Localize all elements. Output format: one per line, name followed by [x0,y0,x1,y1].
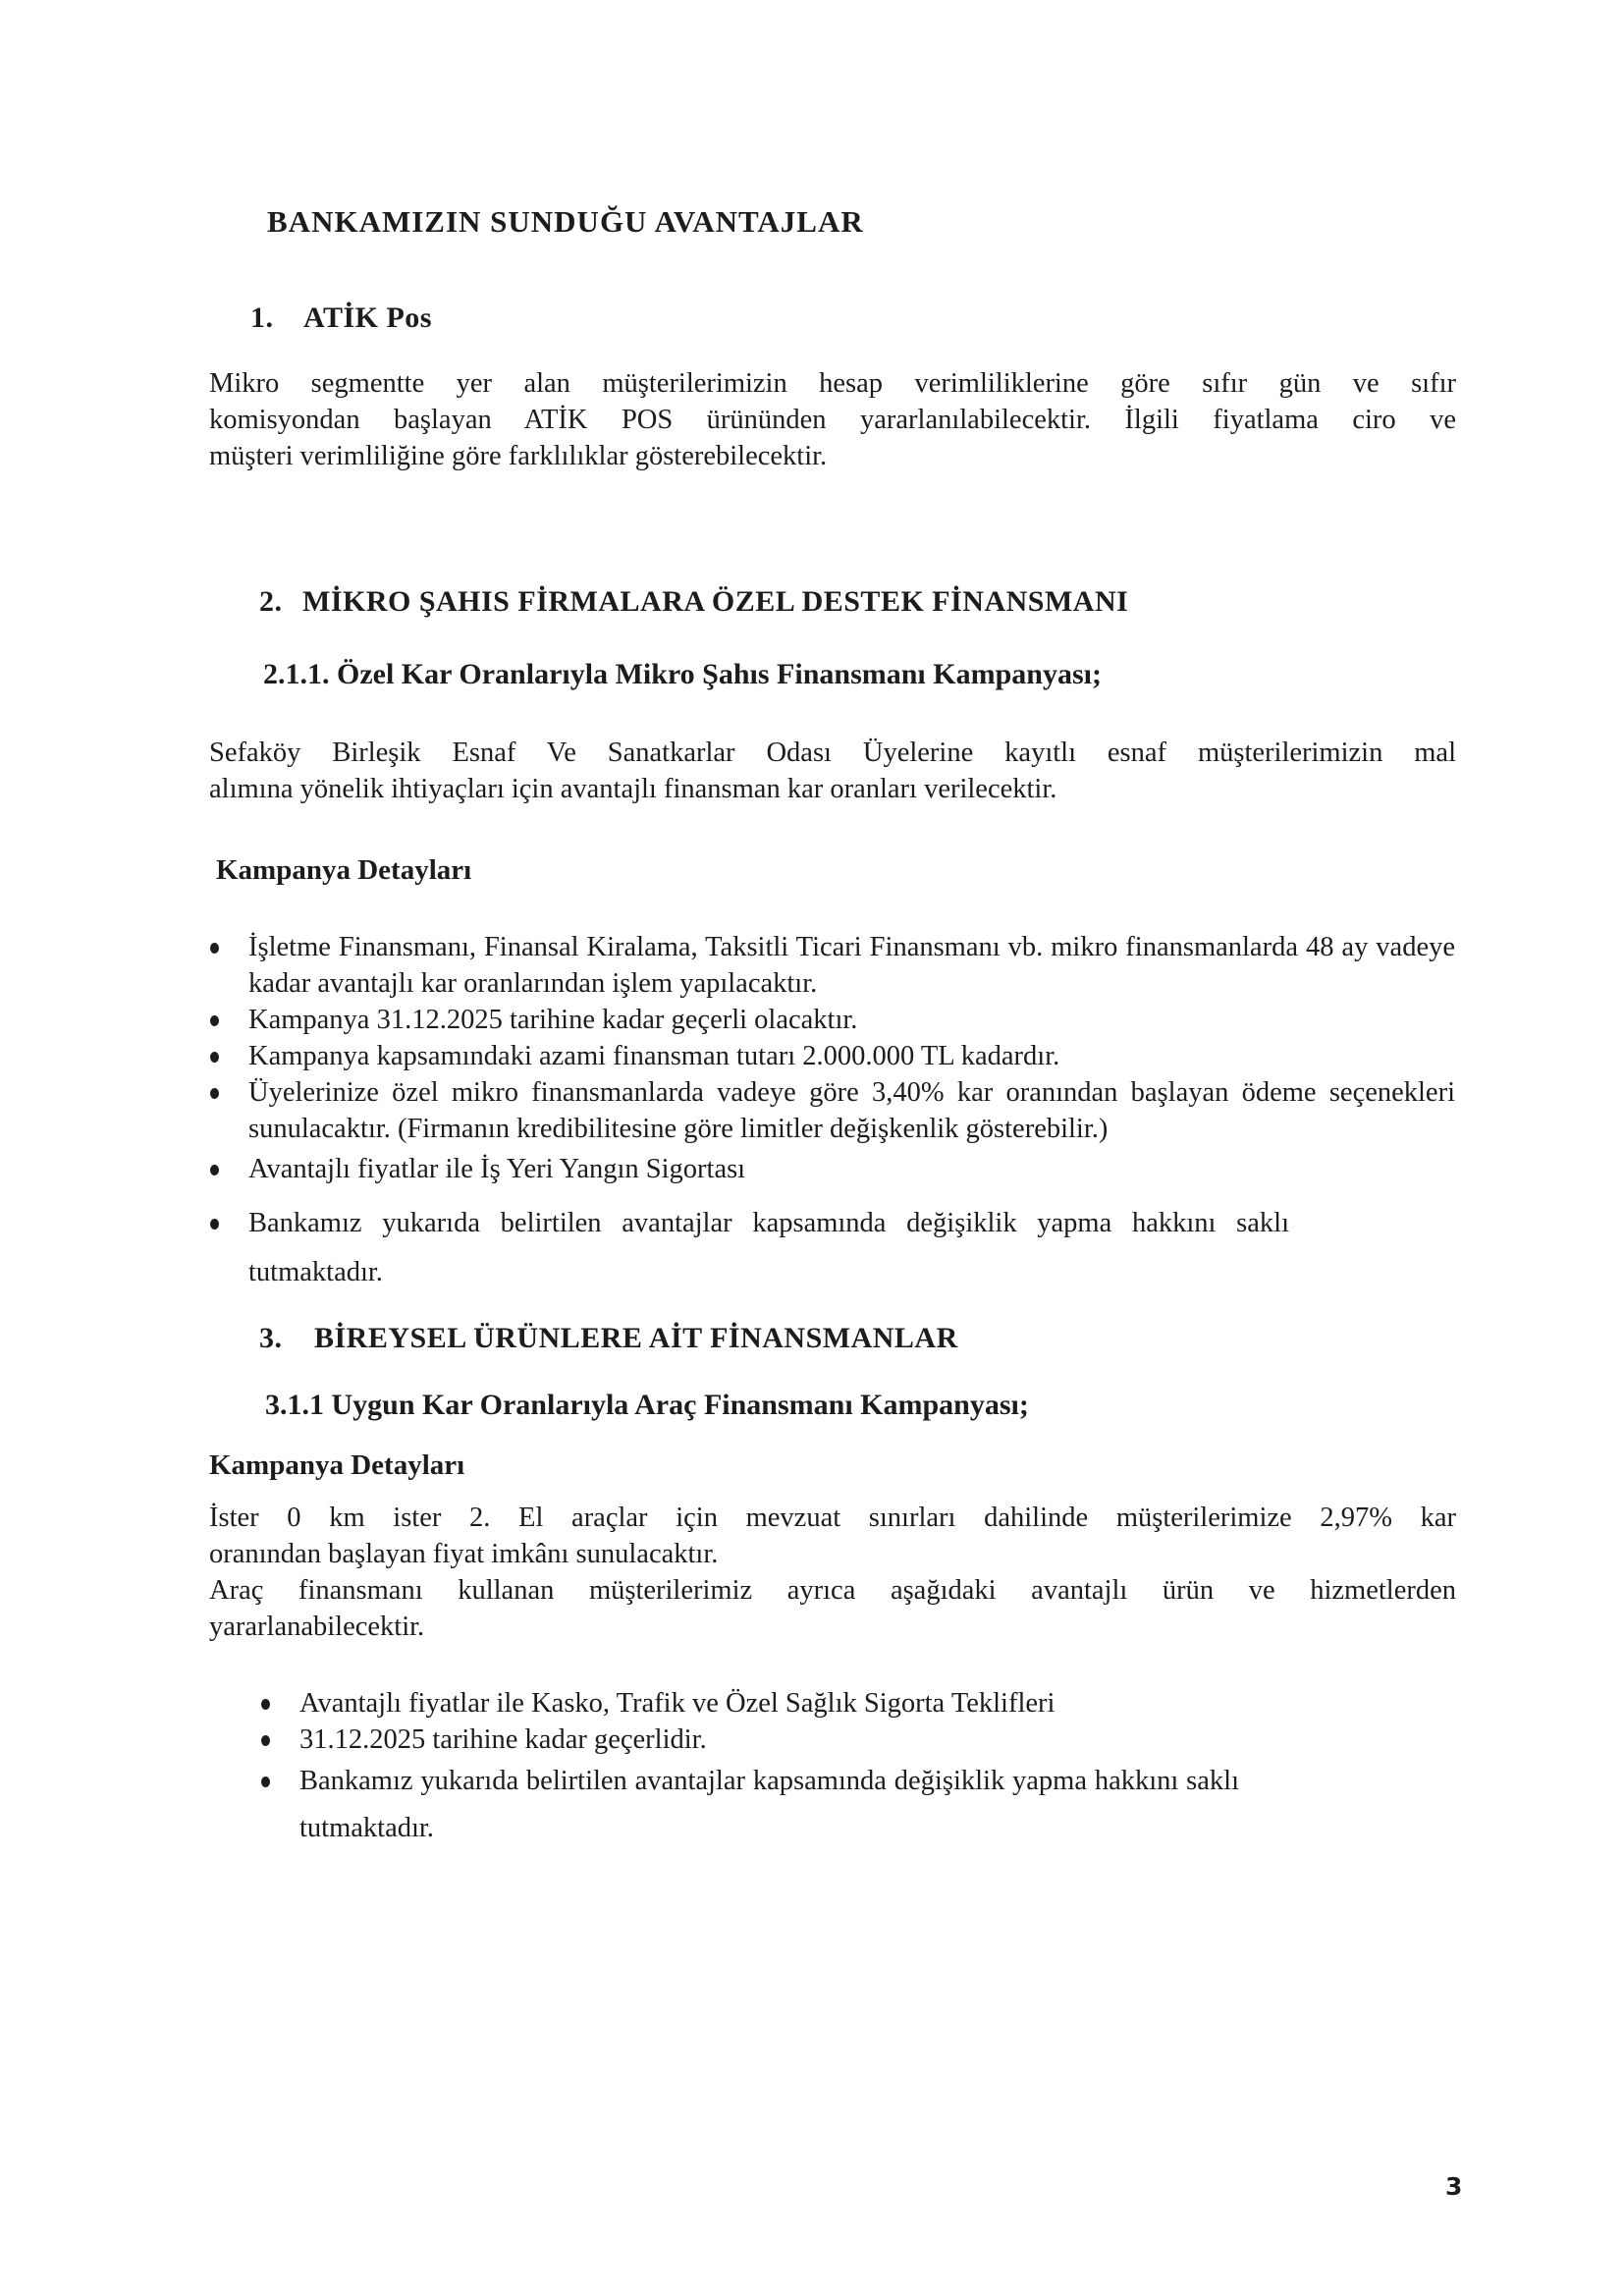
list-item: Avantajlı fiyatlar ile Kasko, Trafik ve Özel Sağlık Sigorta Teklifleri [257,1685,1239,1722]
document-title: BANKAMIZIN SUNDUĞU AVANTAJLAR [267,204,864,239]
paragraph-line: Sefaköy Birleşik Esnaf Ve Sanatkarlar Odası Üyelerine kayıtlı esnaf müşterilerimizin mal [209,738,1456,768]
bullet-icon [210,1165,219,1175]
bullet-icon [210,1219,219,1230]
bullet-icon [210,1052,219,1063]
bullet-icon [210,1088,219,1099]
section-3-title: BİREYSEL ÜRÜNLERE AİT FİNANSMANLAR [314,1322,958,1354]
bullet-icon [261,1777,270,1787]
section-2-title: MİKRO ŞAHIS FİRMALARA ÖZEL DESTEK FİNANSMANI [302,585,1129,618]
subsection-3-1-1-heading: 3.1.1 Uygun Kar Oranlarıyla Araç Finansmanı Kampanyası; [265,1389,1029,1421]
subsection-3-1-1-paragraph-1 [209,1500,1456,1572]
section-1-title: ATİK Pos [303,301,432,334]
section-3-bullet-list [257,1685,1239,1852]
list-item: Bankamız yukarıda belirtilen avantajlar kapsamında değişiklik yapma hakkını saklı tutmaktadır. [257,1758,1239,1852]
list-item: İşletme Finansmanı, Finansal Kiralama, Taksitli Ticari Finansmanı vb. mikro finansmanlarda 48 ay vadeye kadar avantajlı kar oranlarından işlem yapılacaktır. [206,929,1455,1002]
page-number: 3 [1445,2172,1463,2201]
section-2-heading [259,585,1128,619]
paragraph-line: komisyondan başlayan ATİK POS ürününden yararlanılabilecektir. İlgili fiyatlama ciro ve [209,405,1456,435]
section-2-details-heading: Kampanya Detayları [216,854,472,886]
bullet-icon [261,1735,270,1746]
section-2-number: 2. [259,585,283,618]
list-item: Üyelerinize özel mikro finansmanlarda vadeye göre 3,40% kar oranından başlayan ödeme seçenekleri sunulacaktır. (Firmanın kredibilitesine göre limitler değişkenlik gösterebilir.) [206,1074,1455,1147]
paragraph-line: müşteri verimliliğine göre farklılıklar gösterebilecektir. [209,441,828,471]
subsection-3-1-1-paragraph-2 [209,1572,1456,1645]
list-item: Kampanya 31.12.2025 tarihine kadar geçerli olacaktır. [206,1002,1455,1038]
paragraph-line: İster 0 km ister 2. El araçlar için mevzuat sınırları dahilinde müşterilerimize 2,97% kar [209,1503,1456,1533]
section-1-number: 1. [250,301,274,334]
list-item: 31.12.2025 tarihine kadar geçerlidir. [257,1722,1239,1758]
paragraph-line: oranından başlayan fiyat imkânı sunulacaktır. [209,1539,719,1569]
bullet-icon [210,1015,219,1026]
section-3-heading [259,1322,958,1355]
paragraph-line: yararlanabilecektir. [209,1612,425,1642]
section-3-details-heading: Kampanya Detayları [209,1449,465,1481]
subsection-2-1-1-paragraph [209,735,1456,807]
list-item: Avantajlı fiyatlar ile İş Yeri Yangın Sigortası [206,1151,1455,1187]
section-2-bullet-list [206,929,1455,1297]
section-1-paragraph [209,365,1456,474]
paragraph-line: Araç finansmanı kullanan müşterilerimiz ayrıca aşağıdaki avantajlı ürün ve hizmetlerden [209,1575,1456,1606]
bullet-icon [261,1699,270,1710]
bullet-icon [210,943,219,954]
section-1-heading [250,301,432,335]
paragraph-line: Mikro segmentte yer alan müşterilerimizin hesap verimliliklerine göre sıfır gün ve sıfır [209,368,1456,399]
section-3-number: 3. [259,1322,283,1354]
list-item: Kampanya kapsamındaki azami finansman tutarı 2.000.000 TL kadardır. [206,1038,1455,1074]
subsection-2-1-1-heading: 2.1.1. Özel Kar Oranlarıyla Mikro Şahıs Finansmanı Kampanyası; [263,658,1102,690]
list-item: Bankamız yukarıda belirtilen avantajlar kapsamında değişiklik yapma hakkını saklı tutmaktadır. [206,1199,1289,1297]
paragraph-line: alımına yönelik ihtiyaçları için avantajlı finansman kar oranları verilecektir. [209,774,1057,804]
